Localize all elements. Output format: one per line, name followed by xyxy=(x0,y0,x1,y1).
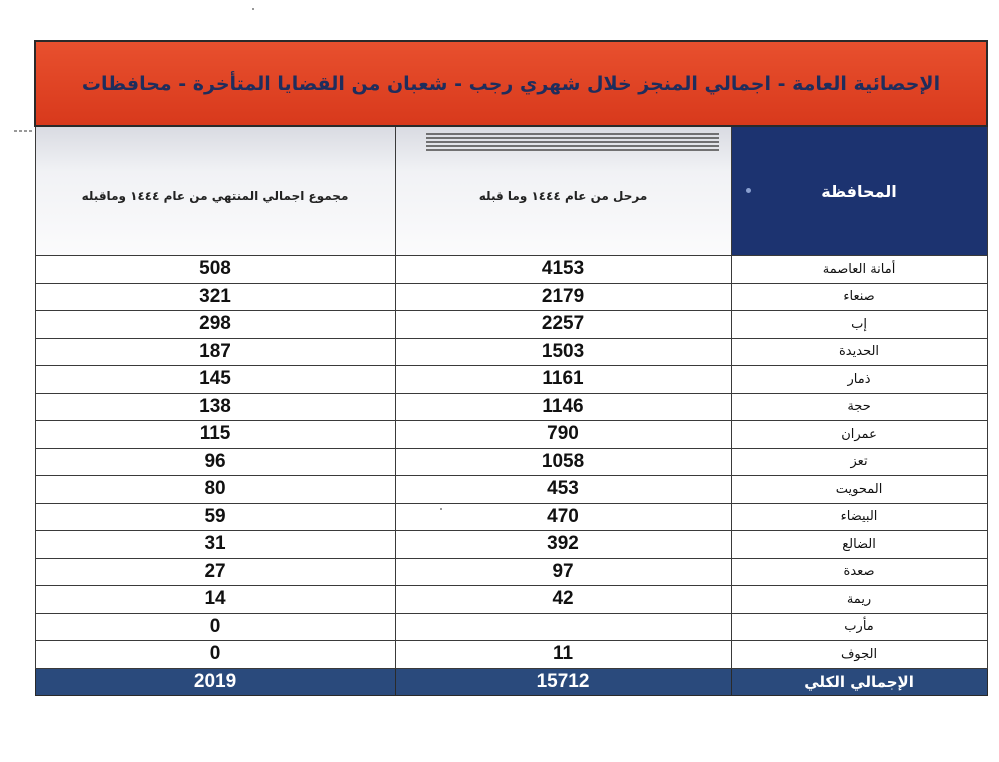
table-row xyxy=(35,613,987,641)
title-row xyxy=(35,41,987,126)
completed-cell: 27 xyxy=(35,558,395,586)
table-row xyxy=(35,283,987,311)
completed-cell: 298 xyxy=(35,311,395,339)
governorate-cell: الضالع xyxy=(731,531,987,559)
completed-cell: 31 xyxy=(35,531,395,559)
completed-cell: 138 xyxy=(35,393,395,421)
total-label: الإجمالي الكلي xyxy=(731,668,987,695)
completed-header-label: مجموع اجمالي المنتهي من عام ١٤٤٤ وماقبله xyxy=(81,189,349,203)
statistics-table xyxy=(34,40,988,696)
completed-cell: 59 xyxy=(35,503,395,531)
carried-cell: 790 xyxy=(395,421,731,449)
scan-speck xyxy=(252,8,254,10)
scan-artifact xyxy=(426,133,719,151)
table-row xyxy=(35,503,987,531)
governorate-cell: البيضاء xyxy=(731,503,987,531)
carried-cell: 42 xyxy=(395,586,731,614)
total-row xyxy=(35,668,987,695)
governorate-cell: مأرب xyxy=(731,613,987,641)
table-title: الإحصائية العامة - اجمالي المنجز خلال شهري رجب - شعبان من القضايا المتأخرة - محافظات xyxy=(35,41,987,126)
completed-cell: 80 xyxy=(35,476,395,504)
total-completed: 2019 xyxy=(35,668,395,695)
completed-cell: 508 xyxy=(35,256,395,284)
carried-cell: 4153 xyxy=(395,256,731,284)
governorate-cell: تعز xyxy=(731,448,987,476)
governorate-cell: الجوف xyxy=(731,641,987,669)
carried-cell: 11 xyxy=(395,641,731,669)
table-row xyxy=(35,558,987,586)
carried-cell: 470 xyxy=(395,503,731,531)
total-carried: 15712 xyxy=(395,668,731,695)
governorate-cell: المحويت xyxy=(731,476,987,504)
completed-cell: 0 xyxy=(35,641,395,669)
bullet-icon xyxy=(746,188,751,193)
table-row xyxy=(35,586,987,614)
scan-margin-mark xyxy=(14,130,34,132)
carried-cell: 1146 xyxy=(395,393,731,421)
carried-cell: 97 xyxy=(395,558,731,586)
header-row xyxy=(35,126,987,256)
governorate-cell: صعدة xyxy=(731,558,987,586)
carried-cell: 453 xyxy=(395,476,731,504)
completed-cell: 96 xyxy=(35,448,395,476)
table-row xyxy=(35,393,987,421)
table-row xyxy=(35,311,987,339)
carried-cell: 1058 xyxy=(395,448,731,476)
carried-cell: 2257 xyxy=(395,311,731,339)
governorate-cell: ذمار xyxy=(731,366,987,394)
governorate-header-label: المحافظة xyxy=(821,181,897,201)
table-row xyxy=(35,531,987,559)
completed-cell: 115 xyxy=(35,421,395,449)
governorate-header xyxy=(731,126,987,256)
carried-cell: 1161 xyxy=(395,366,731,394)
carried-header xyxy=(395,126,731,256)
governorate-cell: صنعاء xyxy=(731,283,987,311)
carried-cell: 1503 xyxy=(395,338,731,366)
carried-cell: 2179 xyxy=(395,283,731,311)
completed-header xyxy=(35,126,395,256)
governorate-cell: إب xyxy=(731,311,987,339)
governorate-cell: ريمة xyxy=(731,586,987,614)
governorate-cell: الحديدة xyxy=(731,338,987,366)
table-row xyxy=(35,448,987,476)
governorate-cell: عمران xyxy=(731,421,987,449)
completed-cell: 14 xyxy=(35,586,395,614)
carried-cell xyxy=(395,613,731,641)
table-row xyxy=(35,421,987,449)
table-row xyxy=(35,256,987,284)
carried-header-label: مرحل من عام ١٤٤٤ وما قبله xyxy=(478,189,648,203)
completed-cell: 145 xyxy=(35,366,395,394)
table-row xyxy=(35,338,987,366)
carried-cell: 392 xyxy=(395,531,731,559)
completed-cell: 0 xyxy=(35,613,395,641)
table-row xyxy=(35,641,987,669)
completed-cell: 321 xyxy=(35,283,395,311)
completed-cell: 187 xyxy=(35,338,395,366)
table-row xyxy=(35,366,987,394)
governorate-cell: حجة xyxy=(731,393,987,421)
table-row xyxy=(35,476,987,504)
governorate-cell: أمانة العاصمة xyxy=(731,256,987,284)
